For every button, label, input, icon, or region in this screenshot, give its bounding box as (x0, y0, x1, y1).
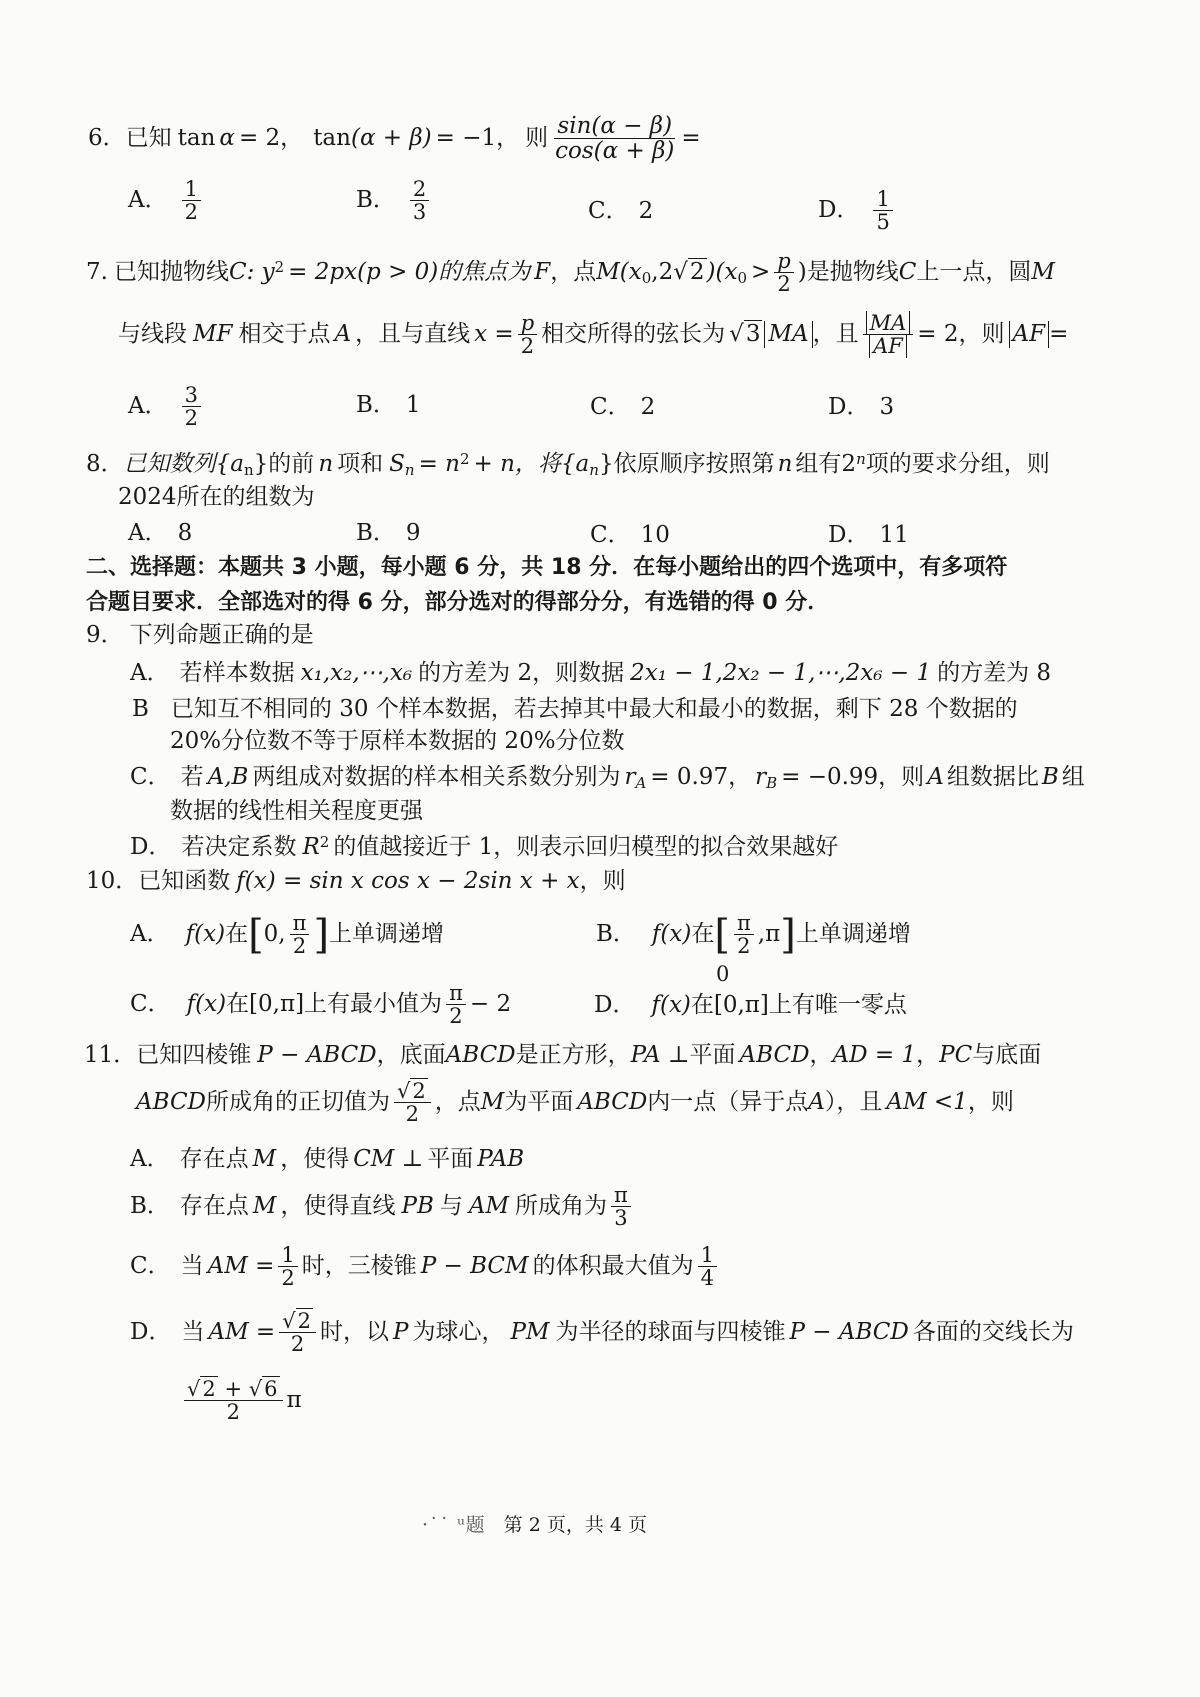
question-11: 11． 已知四棱锥 P − ABCD ，底面 ABCD 是正方形， PA ⊥ 平面 ABCD ， AD = 1 ， PC 与底面 (84, 1042, 1042, 1068)
q11-option-c[interactable]: C． 当 AM = $\frac{1}{2}$ 时，三棱锥 P − BCM 的体积最大值为 $\frac{1}{4}$ (130, 1244, 721, 1289)
q8-option-b[interactable]: B． 9 (356, 520, 421, 546)
q8-option-d[interactable]: D． 11 (828, 522, 909, 548)
section-2-heading-line-2: 合题目要求．全部选对的得 6 分，部分选对的得部分分，有选错的得 0 分． (86, 590, 830, 615)
q6-option-b[interactable]: B． $\frac{2}{3}$ (356, 178, 433, 223)
q9-option-c-line-2: 数据的线性相关程度更强 (170, 798, 423, 824)
question-10: 10． 已知函数 f(x) = sin x cos x − 2sin x + x ，则 (86, 868, 626, 894)
q8-option-a[interactable]: A． 8 (128, 520, 193, 546)
q6-option-d[interactable]: D． $\frac{1}{5}$ (818, 188, 897, 233)
question-7: 7. 已知抛物线 C : y $^2$ = 2px(p > 0)的焦点为 F ，点 M(x $_0$ ,2 √ 2 )(x $_0$ > $\frac{p}{2}$ )是抛物线 C 上一点，圆 M (86, 249, 1055, 297)
q9-option-b-line-2: 20%分位数不等于原样本数据的 20%分位数 (170, 728, 625, 754)
q9-option-d[interactable]: D． 若决定系数 R $^2$ 的值越接近于 1，则表示回归模型的拟合效果越好 (130, 832, 839, 860)
q11-option-d-answer-expression: $\frac{√2 + √6}{2}$ π (180, 1378, 302, 1423)
section-2-heading: 二、选择题：本题共 3 小题，每小题 6 分，共 18 分．在每小题给出的四个选项中，有多项符 (86, 555, 1008, 580)
q6-option-a[interactable]: A． $\frac{1}{2}$ (128, 178, 205, 223)
q10-option-b-stray-zero: 0 (716, 962, 730, 986)
q10-option-c[interactable]: C． f(x) 在[0,π]上有最小值为 $\frac{\pi}{2}$ − 2 (130, 981, 512, 1029)
q10-option-a[interactable]: A． f(x) 在 [ 0, $\frac{\pi}{2}$ ] 上单调递增 (130, 911, 445, 959)
question-8-line-2: 2024所在的组数为 (118, 484, 315, 510)
q10-option-b[interactable]: B． f(x) 在 [ $\frac{\pi}{2}$ ,π ] 上单调递增 (596, 911, 911, 959)
q7-option-b[interactable]: B． 1 (356, 392, 421, 418)
question-number: 8． (86, 451, 124, 478)
footer-smudge: ·˙˙ ᵘ题 (422, 1514, 486, 1536)
question-9: 9． 下列命题正确的是 (86, 622, 314, 648)
question-number: 7. (86, 258, 108, 285)
q11-option-a[interactable]: A． 存在点 M ，使得 CM ⊥ 平面 PAB (130, 1146, 525, 1172)
question-number: 9． (86, 622, 124, 648)
q11-option-d[interactable]: D． 当 AM = $\frac{√2}{2}$ 时，以 P 为球心， PM 为半径的球面与四棱锥 P − ABCD 各面的交线长为 (130, 1309, 1074, 1357)
question-number: 10． (86, 868, 139, 894)
q10-option-d[interactable]: D． f(x) 在[0,π]上有唯一零点 (594, 992, 907, 1018)
page-number: 第 2 页，共 4 页 (503, 1514, 648, 1536)
q6-option-c[interactable]: C． 2 (588, 198, 654, 224)
q11-option-b[interactable]: B． 存在点 M ，使得直线 PB 与 AM 所成角为 $\frac{\pi}{3}$ (130, 1184, 635, 1229)
q9-option-b[interactable]: B 已知互不相同的 30 个样本数据，若去掉其中最大和最小的数据，剩下 28 个数据的 (132, 696, 1018, 722)
q7-option-c[interactable]: C． 2 (590, 394, 656, 420)
q7-option-a[interactable]: A． $\frac{3}{2}$ (128, 384, 205, 429)
q9-option-a[interactable]: A． 若样本数据 x₁,x₂,⋯,x₆ 的方差为 2，则数据 2x₁ − 1,2x₂ − 1,⋯,2x₆ − 1 的方差为 8 (130, 660, 1052, 686)
q6-fraction: $\frac{\sin(\alpha - \beta)}{\cos(\alpha + \beta)}$ (555, 113, 675, 165)
q8-option-c[interactable]: C． 10 (590, 522, 670, 548)
q7-option-d[interactable]: D． 3 (828, 394, 895, 420)
question-8: 8． 已知数列{a $_n$ }的前 n 项和 S $_n$ = n $^2$ + n，将{a $_n$ }依原顺序按照第 n 组有2 $^n$ 项的要求分组，则 (86, 450, 1050, 479)
question-11-line-2: ABCD 所成角的正切值为 $\frac{√2}{2}$ ，点 M 为平面 ABCD 内一点（异于点 A ），且 AM <1 ，则 (136, 1079, 1014, 1127)
q9-option-c[interactable]: C． 若 A,B 两组成对数据的样本相关系数分别为 r $_A$ = 0.97， r $_B$ = −0.99，则 A 组数据比 B 组 (130, 764, 1085, 792)
question-number: 11． (84, 1042, 137, 1068)
question-7-line-2: 与线段 MF 相交于点 A ，且与直线 x = $\frac{p}{2}$ 相交所得的弦长为 √ 3 MA ，且 $\frac{MA}{AF}$ = 2，则 AF = (118, 311, 1069, 359)
question-6: 6． 已知 tan α = 2， tan (α + β) = −1， 则 $\frac{\sin(\alpha - \beta)}{\cos(\alpha + \beta)}$ = (88, 113, 701, 165)
page-footer (422, 1514, 647, 1537)
question-number: 6． (88, 124, 126, 151)
